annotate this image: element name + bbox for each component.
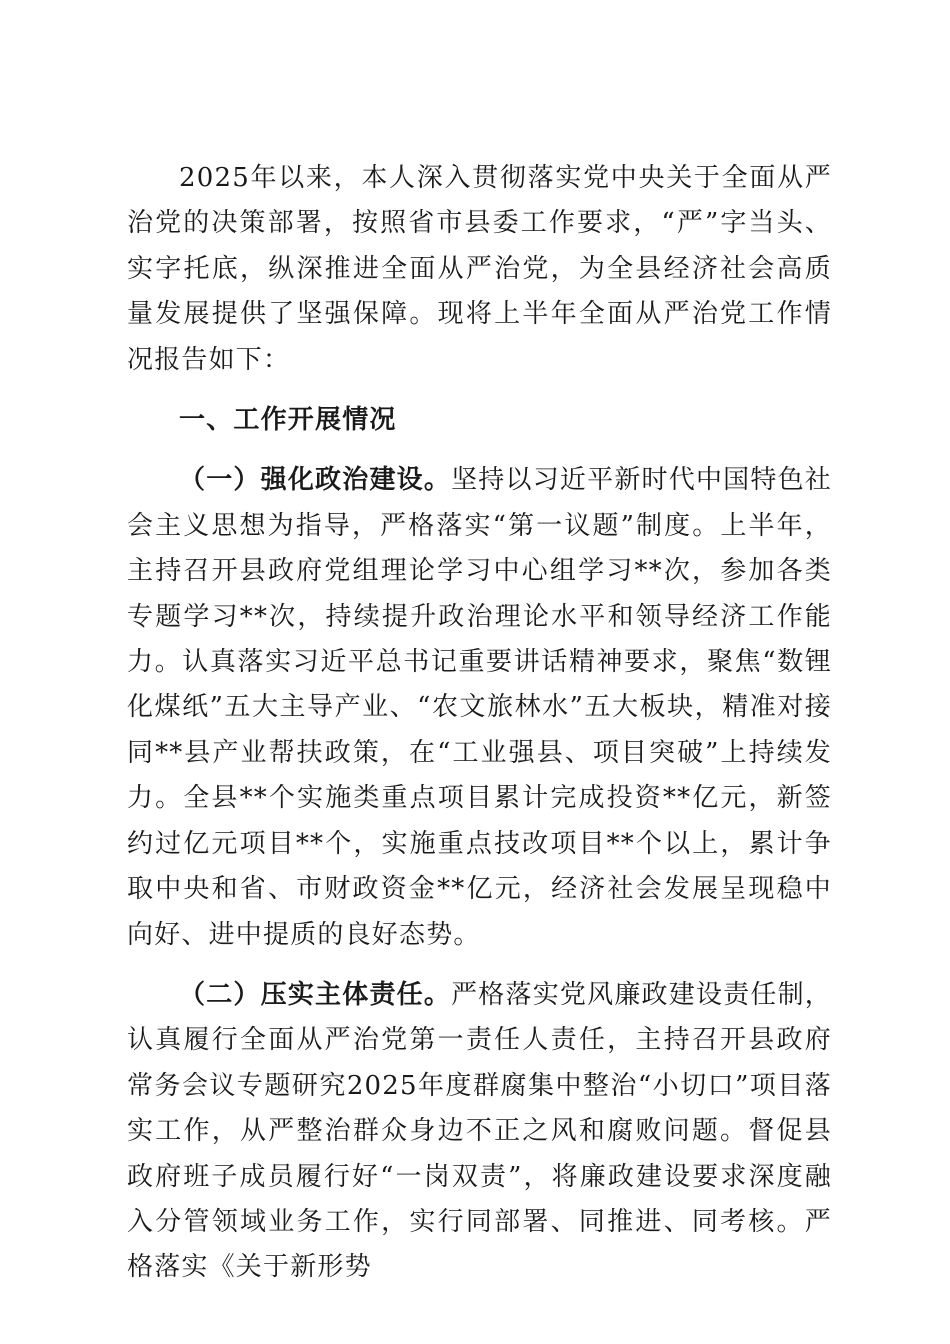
item-political-construction [127, 458, 832, 957]
item-main-responsibility-lead: （二）压实主体责任。 [179, 979, 452, 1010]
section-heading-work-progress: 一、工作开展情况 [179, 405, 397, 436]
intro-paragraph: 2025年以来，本人深入贯彻落实党中央关于全面从严治党的决策部署，按照省市县委工作要求，“严”字当头、实字托底，纵深推进全面从严治党，为全县经济社会高质量发展提供了坚强保障。现将上半年全面从严治党工作情况报告如下： [127, 163, 832, 375]
item-political-construction-body: 坚持以习近平新时代中国特色社会主义思想为指导，严格落实“第一议题”制度。上半年，主持召开县政府党组理论学习中心组学习**次，参加各类专题学习**次，持续提升政治理论水平和领导经济工作能力。认真落实习近平总书记重要讲话精神要求，聚焦“数锂化煤纸”五大主导产业、“农文旅林水”五大板块，精准对接同**县产业帮扶政策，在“工业强县、项目突破”上持续发力。全县**个实施类重点项目累计完成投资**亿元，新签约过亿元项目**个，实施重点技改项目**个以上，累计争取中央和省、市财政资金**亿元，经济社会发展呈现稳中向好、进中提质的良好态势。 [127, 465, 832, 950]
item-political-construction-lead: （一）强化政治建设。 [179, 465, 452, 496]
document-page [127, 156, 832, 1291]
item-main-responsibility [127, 973, 832, 1291]
item-main-responsibility-body: 严格落实党风廉政建设责任制，认真履行全面从严治党第一责任人责任，主持召开县政府常务会议专题研究2025年度群腐集中整治“小切口”项目落实工作，从严整治群众身边不正之风和腐败问题。督促县政府班子成员履行好“一岗双责”，将廉政建设要求深度融入分管领域业务工作，实行同部署、同推进、同考核。严格落实《关于新形势 [127, 979, 832, 1283]
